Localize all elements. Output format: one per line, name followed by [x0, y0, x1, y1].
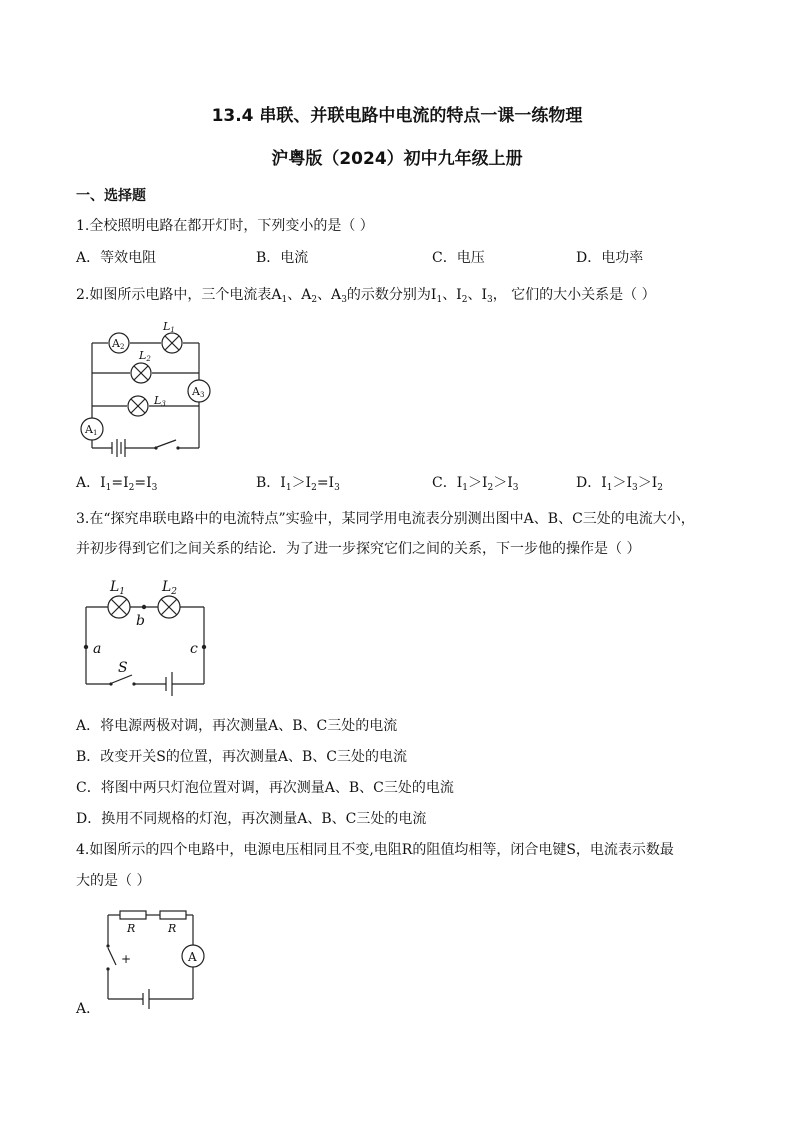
q1-stem: 1.全校照明电路在都开灯时，下列变小的是（ ）	[76, 218, 374, 234]
q3-stem-line-1: 3.在“探究串联电路中的电流特点”实验中，某同学用电流表分别测出图中A、B、C三处的电流大小，	[76, 511, 695, 527]
q2-fig-a2: A2	[112, 337, 125, 351]
q1-option-b: B．电流	[256, 250, 309, 266]
q3-fig-l1: $L_1$	[110, 579, 126, 597]
title-line-1: 13.4 串联、并联电路中电流的特点一课一练物理	[211, 106, 583, 126]
q4-stem-line-1: 4.如图所示的四个电路中，电源电压相同且不变,电阻R的阻值均相等，闭合电键S，电流表示数最	[76, 842, 674, 858]
q3-fig-a: a	[93, 641, 102, 657]
q3-option-a: A．将电源两极对调，再次测量A、B、C三处的电流	[76, 718, 398, 734]
q3-fig-l2: $L_2$	[162, 579, 178, 597]
q2-option-b: B．$I_1>I_2=I_3$	[256, 475, 340, 493]
section-heading: 一、选择题	[76, 188, 146, 204]
q4-fig-r1: R	[127, 922, 136, 935]
q3-circuit-diagram	[80, 570, 215, 695]
q3-fig-b: b	[136, 613, 145, 629]
q2-option-a: A．$I_1=I_2=I_3$	[76, 475, 158, 493]
q3-fig-s: S	[118, 660, 128, 676]
q4-fig-plus: +	[121, 952, 132, 966]
q4-stem-line-2: 大的是（ ）	[76, 873, 151, 889]
q4-circuit-diagram-a	[100, 905, 210, 1005]
q1-option-c: C．电压	[432, 250, 485, 266]
q4-fig-r2: R	[168, 922, 177, 935]
q2-fig-l2: L2	[139, 349, 151, 363]
q2-stem: 2.如图所示电路中，三个电流表$A_1$、$A_2$、$A_3$的示数分别为$I_1$、$I_2$、$I_3$， 它们的大小关系是（ ）	[76, 287, 656, 305]
q3-option-d: D．换用不同规格的灯泡，再次测量A、B、C三处的电流	[76, 811, 427, 827]
q2-fig-l1: L1	[163, 320, 175, 334]
q3-option-b: B．改变开关S的位置，再次测量A、B、C三处的电流	[76, 749, 407, 765]
q3-option-c: C．将图中两只灯泡位置对调，再次测量A、B、C三处的电流	[76, 780, 454, 796]
q3-stem-line-2: 并初步得到它们之间关系的结论．为了进一步探究它们之间的关系，下一步他的操作是（ ）	[76, 541, 641, 557]
q2-circuit-diagram	[76, 314, 236, 462]
q2-fig-a3: A3	[192, 385, 205, 399]
q3-fig-c: c	[190, 641, 198, 657]
q2-option-d: D．$I_1>I_3>I_2$	[576, 475, 664, 493]
q2-fig-a1: A1	[85, 423, 98, 437]
q1-option-a: A．等效电阻	[76, 250, 157, 266]
q4-fig-ammeter: A	[188, 950, 197, 964]
q2-option-c: C．$I_1>I_2>I_3$	[432, 475, 519, 493]
q1-option-d: D．电功率	[576, 250, 644, 266]
q4-option-a: A．	[76, 1001, 101, 1017]
title-line-2: 沪粤版（2024）初中九年级上册	[271, 149, 523, 169]
q2-fig-l3: L3	[154, 394, 166, 408]
